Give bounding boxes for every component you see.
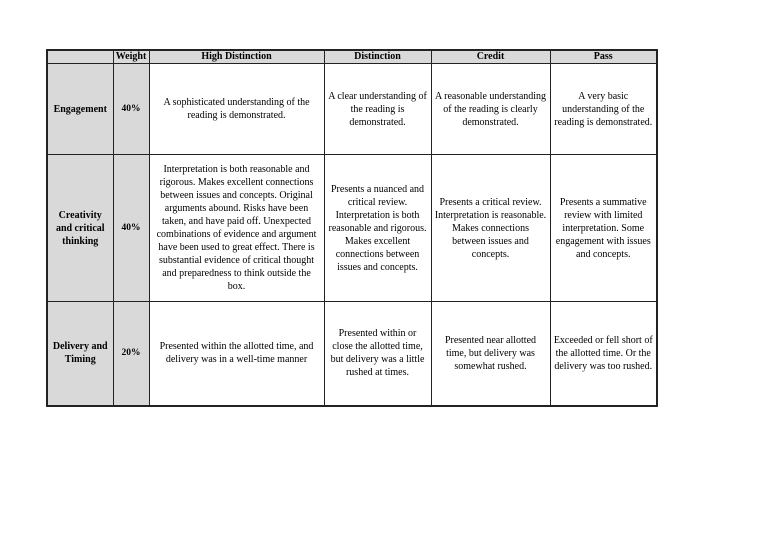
cell-pass: Presents a summative review with limited interpretation. Some engagement with issues and concepts. [550,155,657,302]
table-row [47,64,657,155]
header-pass: Pass [550,50,657,64]
criterion-label: Creativity and critical thinking [47,155,113,302]
rubric-table [46,49,658,407]
cell-distinction: Presented within or close the allotted time, but delivery was a little rushed at times. [324,302,431,406]
cell-pass: Exceeded or fell short of the allotted time. Or the delivery was too rushed. [550,302,657,406]
cell-high-distinction: A sophisticated understanding of the reading is demonstrated. [149,64,324,155]
rubric-header [47,50,657,64]
cell-credit: A reasonable understanding of the reading is clearly demonstrated. [431,64,550,155]
header-credit: Credit [431,50,550,64]
criterion-label: Delivery and Timing [47,302,113,406]
header-row [47,50,657,64]
table-row [47,302,657,406]
cell-distinction: A clear understanding of the reading is demonstrated. [324,64,431,155]
cell-credit: Presents a critical review. Interpretation is reasonable. Makes connections between issues and concepts. [431,155,550,302]
criterion-label: Engagement [47,64,113,155]
header-high-distinction: High Distinction [149,50,324,64]
header-weight: Weight [113,50,149,64]
cell-distinction: Presents a nuanced and critical review. Interpretation is both reasonable and rigorous. Makes excellent connections between issues and concepts. [324,155,431,302]
weight-value: 40% [113,64,149,155]
weight-value: 40% [113,155,149,302]
header-criterion [47,50,113,64]
cell-credit: Presented near allotted time, but delivery was somewhat rushed. [431,302,550,406]
table-row [47,155,657,302]
rubric-body [47,64,657,406]
cell-high-distinction: Presented within the allotted time, and delivery was in a well-time manner [149,302,324,406]
header-distinction: Distinction [324,50,431,64]
weight-value: 20% [113,302,149,406]
cell-high-distinction: Interpretation is both reasonable and rigorous. Makes excellent connections between issues and concepts. Original arguments abound. Risks have been taken, and have paid off. Unexpected combinations of evidence and argument have been used to great effect. There is substantial evidence of critical thought and preparedness to think outside the box. [149,155,324,302]
cell-pass: A very basic understanding of the reading is demonstrated. [550,64,657,155]
